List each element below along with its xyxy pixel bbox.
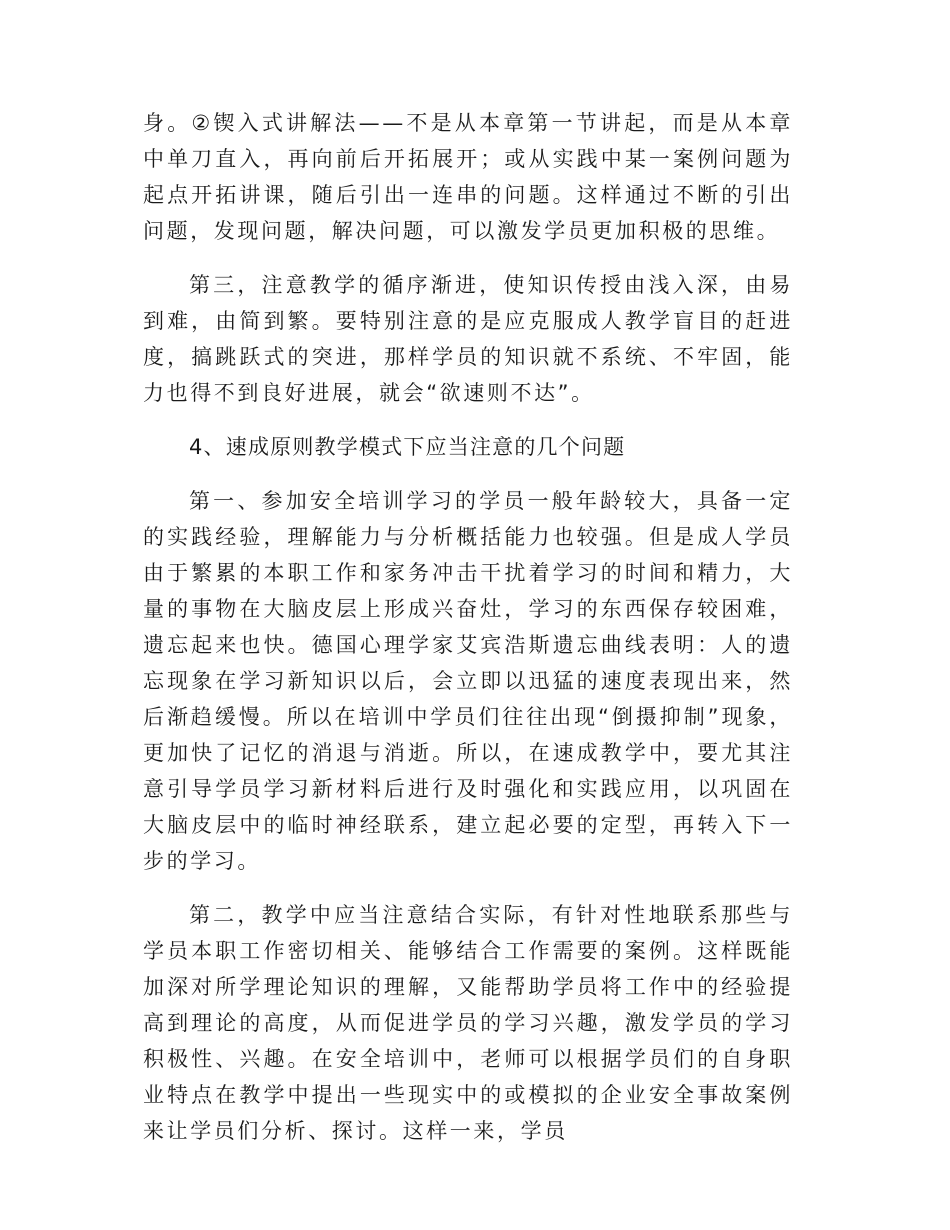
- paragraph-first-issue: 第一、参加安全培训学习的学员一般年龄较大，具备一定的实践经验，理解能力与分析概括能力也较强。但是成人学员由于繁累的本职工作和家务冲击干扰着学习的时间和精力，大量的事物在大脑皮层上形成兴奋灶，学习的东西保存较困难，遗忘起来也快。德国心理学家艾宾浩斯遗忘曲线表明：人的遗忘现象在学习新知识以后，会立即以迅猛的速度表现出来，然后渐趋缓慢。所以在培训中学员们往往出现“倒摄抑制”现象，更加快了记忆的消退与消逝。所以，在速成教学中，要尤其注意引导学员学习新材料后进行及时强化和实践应用，以巩固在大脑皮层中的临时神经联系，建立起必要的定型，再转入下一步的学习。: [143, 489, 793, 873]
- document-body: [143, 105, 793, 1167]
- paragraph-second-issue: 第二，教学中应当注意结合实际，有针对性地联系那些与学员本职工作密切相关、能够结合工作需要的案例。这样既能加深对所学理论知识的理解，又能帮助学员将工作中的经验提高到理论的高度，从而促进学员的学习兴趣，激发学员的学习积极性、兴趣。在安全培训中，老师可以根据学员们的自身职业特点在教学中提出一些现实中的或模拟的企业安全事故案例来让学员们分析、探讨。这样一来，学员: [143, 903, 793, 1143]
- section-heading: 4、速成原则教学模式下应当注意的几个问题: [189, 435, 626, 459]
- paragraph-third-point: 第三，注意教学的循序渐进，使知识传授由浅入深，由易到难，由简到繁。要特别注意的是应克服成人教学盲目的赶进度，搞跳跃式的突进，那样学员的知识就不系统、不牢固，能力也得不到良好进展，就会“欲速则不达”。: [143, 273, 793, 405]
- paragraph-continuation: 身。②锲入式讲解法——不是从本章第一节讲起，而是从本章中单刀直入，再向前后开拓展开；或从实践中某一案例问题为起点开拓讲课，随后引出一连串的问题。这样通过不断的引出问题，发现问题，解决问题，可以激发学员更加积极的思维。: [143, 111, 793, 243]
